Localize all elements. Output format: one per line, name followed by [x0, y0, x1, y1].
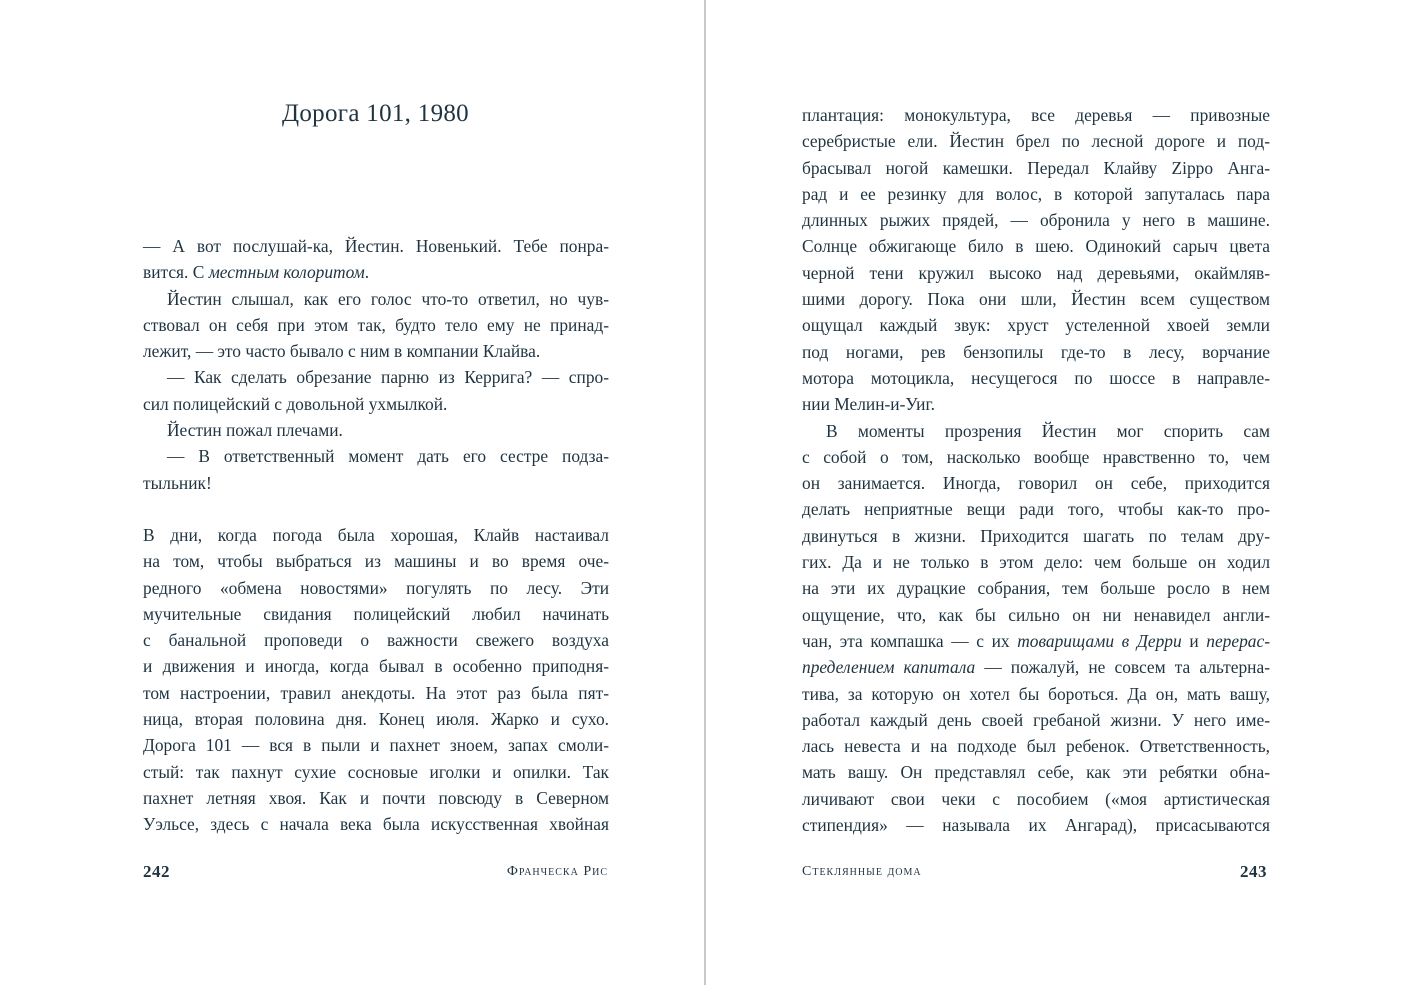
- text-line: тива, за которую он хотел бы бороться. Да он, мать вашу,: [802, 683, 1270, 704]
- text-line: Солнце обжигающе било в шею. Одинокий сарыч цвета: [802, 236, 1270, 257]
- left-page-body: [143, 233, 609, 838]
- text-line: брасывал ногой камешки. Передал Клайву Zippo Анга-: [802, 157, 1270, 178]
- text-line: Уэльсе, здесь с начала века была искусственная хвойная: [143, 814, 609, 835]
- text-line: делать неприятные вещи ради того, чтобы как-то про-: [802, 499, 1270, 520]
- right-page: [706, 0, 1410, 985]
- text-line: чан, эта компашка — с их товарищами в Дерри и перерас-: [802, 630, 1270, 651]
- text-line: под ногами, рев бензопилы где-то в лесу, ворчание: [802, 341, 1270, 362]
- text-line: мучительные свидания полицейский любил начинать: [143, 603, 609, 624]
- text-line: с банальной проповеди о важности свежего воздуха: [143, 630, 609, 651]
- text-line: — В ответственный момент дать его сестре подза-: [167, 446, 609, 467]
- text-line: на том, чтобы выбраться из машины и во время оче-: [143, 551, 609, 572]
- chapter-title: Дорога 101, 1980: [282, 100, 469, 127]
- text-line: В моменты прозрения Йестин мог спорить сам: [826, 420, 1270, 441]
- left-page: [0, 0, 704, 985]
- text-line: сил полицейский с довольной ухмылкой.: [143, 393, 448, 414]
- italic-phrase: пределением капитала: [802, 657, 976, 678]
- text-line: Йестин слышал, как его голос что-то ответил, но чув-: [167, 288, 609, 309]
- page-number: 243: [1240, 862, 1267, 881]
- text-line: мотора мотоцикла, несущегося по шоссе в направле-: [802, 367, 1270, 388]
- text-line: вится. С местным колоритом.: [143, 262, 370, 283]
- text-line: он занимается. Иногда, говорил он себе, приходится: [802, 473, 1270, 494]
- text-line: тыльник!: [143, 472, 212, 493]
- page-number: 242: [143, 862, 170, 881]
- text-line: личивают свои чеки с пособием («моя артистическая: [802, 788, 1270, 809]
- text-line: стый: так пахнут сухие сосновые иголки и опилки. Так: [143, 761, 609, 782]
- text-line: лежит, — это часто бывало с ним в компании Клайва.: [143, 341, 541, 362]
- running-head-title: Стеклянные дома: [802, 864, 922, 879]
- text-line: на эти их дурацкие собрания, тем больше росло в нем: [802, 578, 1270, 599]
- text-line: Дорога 101 — вся в пыли и пахнет зноем, запах смоли-: [143, 735, 609, 756]
- text-line: пахнет летняя хвоя. Как и почти повсюду в Северном: [143, 787, 609, 808]
- text-line: и движения и иногда, когда бывал в особенно приподня-: [143, 656, 609, 677]
- text-line: ствовал он себя при этом так, будто тело ему не принад-: [143, 314, 609, 335]
- text-line: — А вот послушай-ка, Йестин. Новенький. Тебе понра-: [143, 236, 609, 256]
- text-line: плантация: монокультура, все деревья — привозные: [802, 105, 1270, 125]
- text-line: шими дорогу. Пока они шли, Йестин всем существом: [802, 289, 1270, 310]
- text-line: серебристые ели. Йестин брел по лесной дороге и под-: [802, 131, 1270, 152]
- text-line: пределением капитала — пожалуй, не совсем та альтерна-: [802, 657, 1270, 678]
- italic-phrase: перерас-: [1206, 630, 1270, 651]
- text-line: В дни, когда погода была хорошая, Клайв настаивал: [143, 524, 609, 545]
- text-line: с собой о том, насколько вообще нравственно то, чем: [802, 446, 1270, 467]
- text-line: нии Мелин-и-Уиг.: [802, 394, 936, 415]
- text-line: ощущение, что, как бы сильно он ни ненавидел англи-: [802, 604, 1270, 625]
- italic-phrase: товарищами в Дерри: [1017, 630, 1182, 651]
- text-line: редного «обмена новостями» погулять по лесу. Эти: [143, 577, 609, 598]
- italic-phrase: местным колоритом: [208, 262, 365, 283]
- text-line: работал каждый день своей гребаной жизни. У него име-: [802, 709, 1270, 730]
- right-page-body: [802, 102, 1270, 838]
- text-line: стипендия» — называла их Ангарад), присасываются: [802, 815, 1270, 836]
- text-line: черной тени кружил высоко над деревьями, окаймляв-: [802, 262, 1270, 283]
- text-line: лась невеста и на подходе был ребенок. Ответственность,: [802, 736, 1270, 757]
- text-line: ница, вторая половина дня. Конец июля. Жарко и сухо.: [143, 709, 609, 730]
- text-line: гих. Да и не только в этом дело: чем больше он ходил: [802, 552, 1270, 573]
- text-line: том настроении, травил анекдоты. На этот раз была пят-: [143, 682, 609, 703]
- text-line: — Как сделать обрезание парню из Керрига? — спро-: [167, 367, 609, 388]
- text-line: длинных рыжих прядей, — обронила у него в машине.: [802, 210, 1270, 231]
- running-head-author: Франческа Рис: [506, 864, 608, 879]
- text-line: Йестин пожал плечами.: [167, 420, 343, 441]
- text-line: двинуться в жизни. Приходится шагать по телам дру-: [802, 525, 1270, 546]
- text-line: мать вашу. Он представлял себе, как эти ребятки обна-: [802, 762, 1270, 783]
- text-line: рад и ее резинку для волос, в которой запуталась пара: [802, 183, 1270, 204]
- text-line: ощущал каждый звук: хруст устеленной хвоей земли: [802, 315, 1270, 336]
